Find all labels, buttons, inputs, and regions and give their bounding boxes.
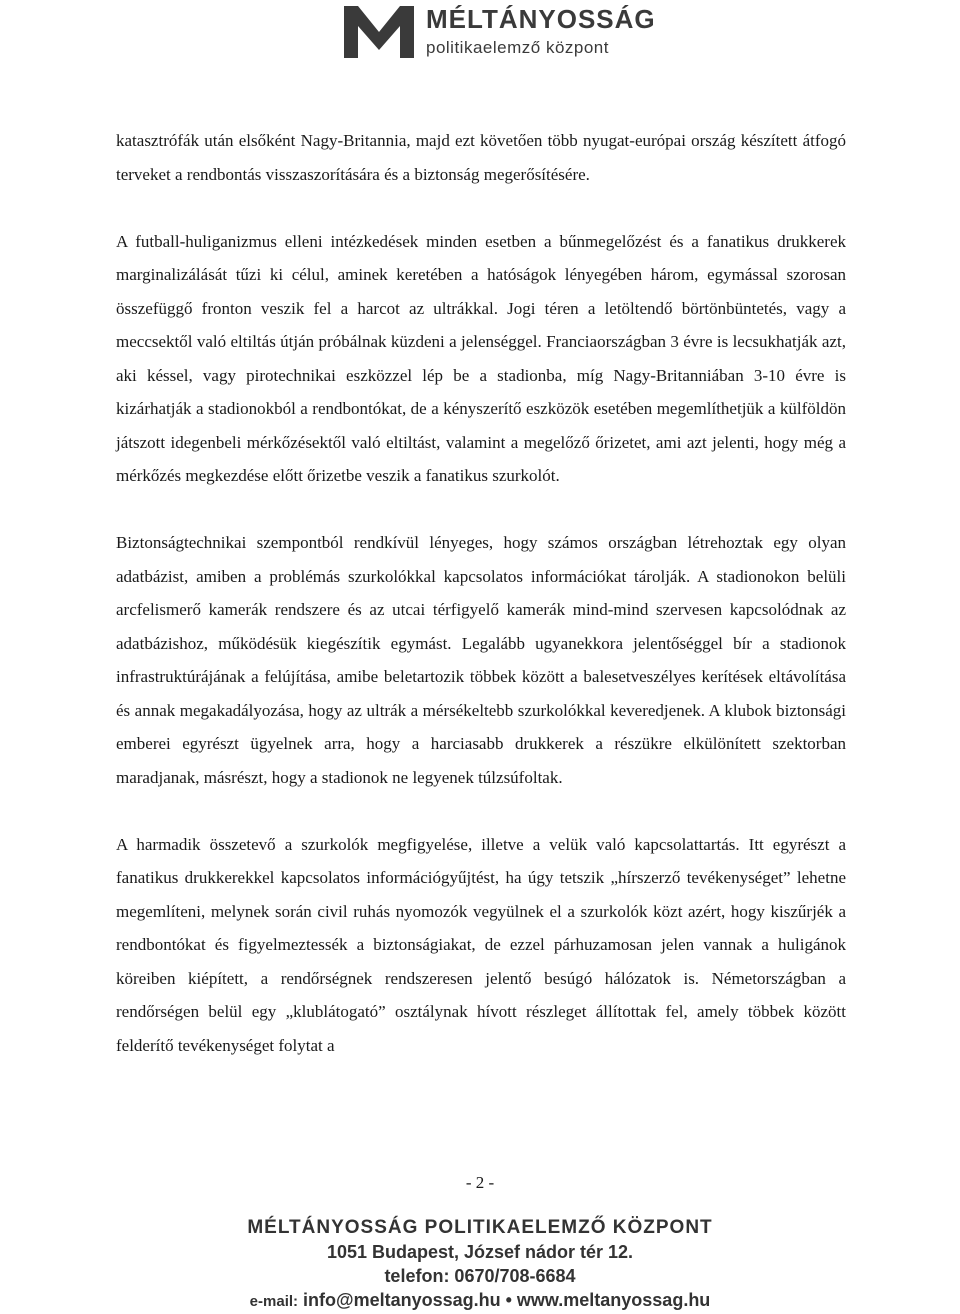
paragraph-2: A futball-huliganizmus elleni intézkedések minden esetben a bűnmegelőzést és a fanatikus drukkerek marginalizálását tűzi ki célul, aminek keretében a hatóságok lényegében három, egymással szorosan összefüggő fronton veszik fel a harcot az ultrákkal. Jogi téren a letöltendő börtönbüntetés, vagy a meccsektől való eltiltás útján próbálnak küzdeni a jelenséggel. Franciaországban 3 évre is lecsukhatják azt, aki késsel, vagy pirotechnikai eszközzel lép be a stadionba, míg Nagy-Britanniában 3-10 évre is kizárhatják a stadionokból a rendbontókat, de a kényszerítő eszközök esetében megemlíthetjük a külföldön játszott idegenbeli mérkőzésektől való eltiltást, valamint a megelőző őrizetet, ami azt jelenti, hogy még a mérkőzés megkezdése előtt őrizetbe veszik a fanatikus szurkolót. — [116, 231, 846, 485]
logo-subtitle: politikaelemző központ — [426, 38, 609, 57]
page-number: - 2 - — [465, 1173, 495, 1192]
paragraph-3: Biztonságtechnikai szempontból rendkívül lényeges, hogy számos országban létrehoztak egy olyan adatbázist, amiben a problémás szurkolókkal kapcsolatos információkat tárolják. A stadionokon belüli arcfelismerő kamerák rendszere és az utcai térfigyelő kamerák mind-mind szervesen kapcsolódnak az adatbázishoz, működésük kiegészítik egymást. Legalább ugyanekkora jelentőséggel bír a stadionok infrastruktúrájának a felújítása, amibe beletartozik többek között a balesetveszélyes kerítések eltávolítása és annak megakadályozása, hogy az ultrák a mérsékeltebb szurkolókkal keveredjenek. A klubok biztonsági emberei egyrészt ügyelnek arra, hogy a harciasabb drukkerek a részükre elkülönített szektorban maradjanak, másrészt, hogy a stadionok ne legyenek túlzsúfoltak. — [116, 533, 846, 787]
footer-email-label: e-mail: — [249, 1293, 299, 1310]
logo-mark-icon — [344, 6, 414, 58]
footer-address: 1051 Budapest, József nádor tér 12. — [326, 1242, 634, 1262]
paragraph-4: A harmadik összetevő a szurkolók megfigyelése, illetve a velük való kapcsolattartás. Itt egyrészt a fanatikus drukkerekkel kapcsolatos információgyűjtést, ha úgy tetszik „hírszerző tevékenységet” lehetne megemlíteni, melynek során civil ruhás nyomozók vegyülnek el a szurkolók közt azért, hogy kiszűrjék a rendbontókat és figyelmeztessék a biztonságiakat, de ezzel párhuzamosan jelen vannak a huligánok köreiben kiépített, a rendőrségnek rendszeresen jelentő besúgó hálózatok is. Németországban a rendőrségen belül egy „klublátogató” osztálynak hívott részleget állítottak fel, amely többek között felderítő tevékenységet folytat a — [116, 834, 846, 1055]
document-body — [116, 124, 846, 1062]
footer-contact — [0, 1288, 960, 1314]
footer-phone: telefon: 0670/708-6684 — [384, 1266, 576, 1286]
paragraph-1: katasztrófák után elsőként Nagy-Britannia, majd ezt követően több nyugat-európai ország készített átfogó terveket a rendbontás visszaszorítására és a biztonság megerősítésére. — [116, 131, 846, 184]
header-logo — [344, 0, 656, 64]
footer-organization: MÉLTÁNYOSSÁG POLITIKAELEMZŐ KÖZPONT — [247, 1217, 713, 1238]
logo-title: MÉLTÁNYOSSÁG — [426, 4, 656, 34]
footer — [0, 1216, 960, 1314]
footer-email-links[interactable]: info@meltanyossag.hu • www.meltanyossag.hu — [303, 1290, 711, 1310]
